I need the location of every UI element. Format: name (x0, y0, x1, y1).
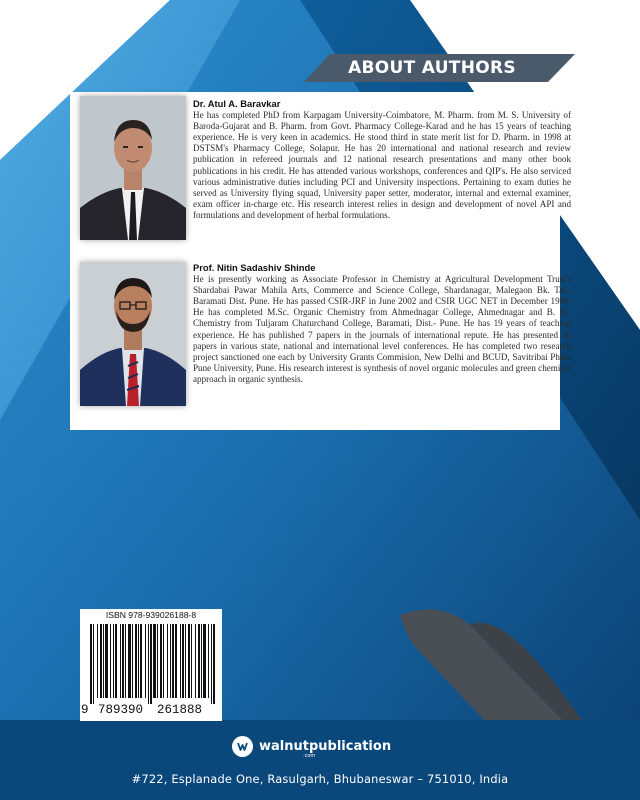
barcode-bar (122, 624, 124, 698)
barcode-bar (208, 624, 209, 698)
barcode-bar (100, 624, 102, 698)
author-2-name: Prof. Nitin Sadashiv Shinde (193, 262, 316, 273)
section-title: ABOUT AUTHORS (348, 58, 516, 78)
barcode-bar (128, 624, 131, 698)
author-2-bio-block (193, 262, 571, 385)
barcode-bar (145, 624, 146, 698)
author-1-name: Dr. Atul A. Baravkar (193, 98, 281, 109)
isbn-digits-right: 261888 (157, 703, 203, 717)
barcode-bar (103, 624, 104, 698)
barcode-bar (170, 624, 171, 698)
barcode-bar (90, 624, 92, 704)
section-header (320, 54, 544, 82)
barcode-bar (163, 624, 164, 698)
barcode-bar (175, 624, 177, 698)
publisher-logo (232, 736, 391, 757)
barcode-bar (110, 624, 111, 698)
author-1-bio-block (193, 98, 571, 221)
barcode-bar (167, 624, 168, 698)
barcode-bar (115, 624, 117, 698)
barcode-bar (125, 624, 126, 698)
barcode-bar (172, 624, 174, 698)
barcode-bar (213, 624, 215, 704)
barcode-bar (153, 624, 156, 698)
barcode-bar (188, 624, 190, 698)
barcode-bar (135, 624, 137, 698)
barcode-bar (93, 624, 94, 704)
isbn-digits-left: 789390 (98, 703, 144, 717)
author-2-photo (80, 262, 186, 406)
barcode-bar (182, 624, 184, 698)
isbn-label: ISBN 978-939026188-8 (105, 610, 197, 620)
barcode-bar (195, 624, 196, 698)
barcode-bar (120, 624, 121, 698)
barcode-bar (132, 624, 133, 698)
author-1-bio: He has completed PhD from Karpagam University-Coimbatore, M. Pharm. from M. S. University of Baroda-Gujarat and B. Pharm. from Govt. Pharmacy College-Karad and he has 15 years of teaching experience. He is very keen in academics. He stood third in state merit list for D. Pharm. in 1998 at DSTSM's Pharmacy College, Solapur. He has 20 international and national research and review publication in refereed journals and 12 national research presentations and many other book publications in his credit. He has attended various workshops, conferences and QIP's. He also serviced various administrative duties including PCI and University inspections. Pertaining to exam duties he served as University flying squad, University paper setter, moderator, internal and external examiner, exam officer in-charge etc. His research interest relies in design and development of novel API and formulations and development of herbal formulations. (193, 110, 571, 220)
barcode-bar (138, 624, 139, 698)
barcode-bar (150, 624, 152, 704)
publisher-name: walnutpublication (259, 739, 392, 754)
barcode-bar (97, 624, 98, 698)
author-2-bio: He is presently working as Associate Professor in Chemistry at Agricultural Development Trust's Shardabai Pawar Mahila Arts, Commerce and Science College, Shardanagar, Malegaon Bk. Tal.- Baramati Dist. Pune. He has passed CSIR-JRF in June 2002 and CSIR UGC NET in December 1999. He has completed M.Sc. Organic Chemistry from Ahmednagar College, Ahmednagar and B. Sc. Chemistry from Tuljaram Chaturchand College, Baramati, Dist.- Pune. He has 19 years of teaching experience. He has published 7 papers in the journals of international repute. He has presented 10 papers in various state, national and international level conferences. He has completed two research project sanctioned one each by University Grants Commision, New Delhi and BCUD, Savitribai Phule Pune University, Pune. His research interest is synthesis of novel organic molecules and green chemical approach in organic synthesis. (193, 274, 571, 384)
barcode-bar (113, 624, 114, 698)
isbn-barcode (80, 609, 222, 721)
author-1-photo (80, 96, 186, 240)
barcode-bar (140, 624, 142, 698)
barcode-bar (211, 624, 212, 704)
barcode-bar (201, 624, 202, 698)
barcode-bar (105, 624, 108, 698)
barcode-bar (203, 624, 206, 698)
isbn-digit-first: 9 (81, 703, 89, 717)
barcode-bars (80, 622, 222, 704)
barcode-bar (191, 624, 192, 698)
barcode-bar (185, 624, 186, 698)
barcode-bar (157, 624, 158, 698)
walnut-logo-icon (232, 736, 253, 757)
publisher-domain: .com (303, 753, 316, 759)
isbn-digits (80, 703, 222, 719)
barcode-bar (198, 624, 200, 698)
barcode-bar (160, 624, 162, 698)
publisher-address: #722, Esplanade One, Rasulgarh, Bhubaneswar – 751010, India (131, 772, 509, 786)
barcode-bar (180, 624, 181, 698)
barcode-bar (148, 624, 149, 704)
